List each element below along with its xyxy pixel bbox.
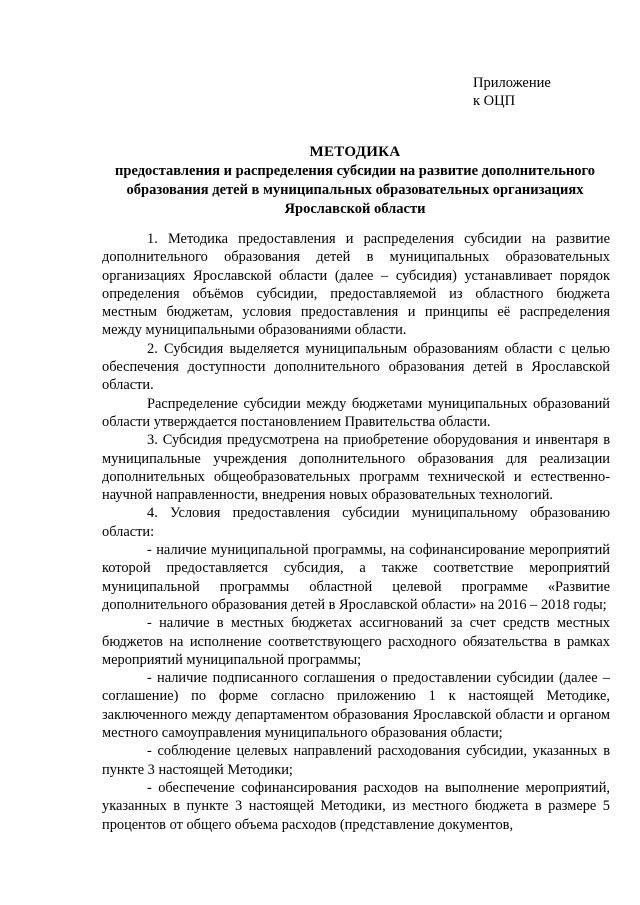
paragraph-4: 3. Субсидия предусмотрена на приобретение оборудования и инвентаря в муниципальные учреждения дополнительного образования для реализации дополнительных общеобразовательных программ технической и естественно-научной направленности, внедрения новых образовательных технологий. (102, 432, 610, 504)
appendix-label (473, 74, 551, 110)
paragraph-1: 1. Методика предоставления и распределения субсидии на развитие дополнительного образования детей в муниципальных образовательных организациях Ярославской области (далее – субсидия) устанавливает порядок определения объёмов субсидии, предоставляемой из областного бюджета местным бюджетам, условия предоставления и принципы её распределения между муниципальными образованиями области. (102, 231, 610, 339)
title-line-1: предоставления и распределения субсидии на развитие дополнительного (115, 163, 595, 179)
paragraph-2: 2. Субсидия выделяется муниципальным образованиям области с целью обеспечения доступности дополнительного образования детей в Ярославской области. (102, 340, 610, 394)
paragraph-7: - наличие в местных бюджетах ассигнований за счет средств местных бюджетов на исполнение соответствующего расходного обязательства в рамках мероприятий муниципальной программы; (102, 615, 610, 668)
title-line-2: образования детей в муниципальных образовательных организациях (126, 182, 584, 198)
title-line-3: Ярославской области (284, 201, 426, 217)
document-body (102, 230, 610, 834)
paragraph-3: Распределение субсидии между бюджетами муниципальных образований области утверждается постановлением Правительства области. (102, 395, 610, 430)
appendix-line-1: Приложение (473, 75, 551, 91)
paragraph-5: 4. Условия предоставления субсидии муниципальному образованию области: (102, 505, 610, 540)
paragraph-8: - наличие подписанного соглашения о предоставлении субсидии (далее – соглашение) по форме согласно приложению 1 к настоящей Методике, заключенного между департаментом образования Ярославской области и органом местного самоуправления муниципального образования области; (102, 670, 610, 742)
document-title (100, 143, 610, 219)
paragraph-9: - соблюдение целевых направлений расходования субсидии, указанных в пункте 3 настоящей Методики; (102, 743, 610, 778)
paragraph-10: - обеспечение софинансирования расходов на выполнение мероприятий, указанных в пункте 3 настоящей Методики, из местного бюджета в размере 5 процентов от общего объема расходов (представление документов, (102, 779, 610, 833)
title-main: МЕТОДИКА (309, 144, 401, 160)
paragraph-6: - наличие муниципальной программы, на софинансирование мероприятий которой предоставляется субсидия, а также соответствие мероприятий муниципальной программы областной целевой программе «Развитие дополнительного образования детей в Ярославской области» на 2016 – 2018 годы; (102, 542, 610, 613)
appendix-line-2: к ОЦП (473, 93, 516, 109)
